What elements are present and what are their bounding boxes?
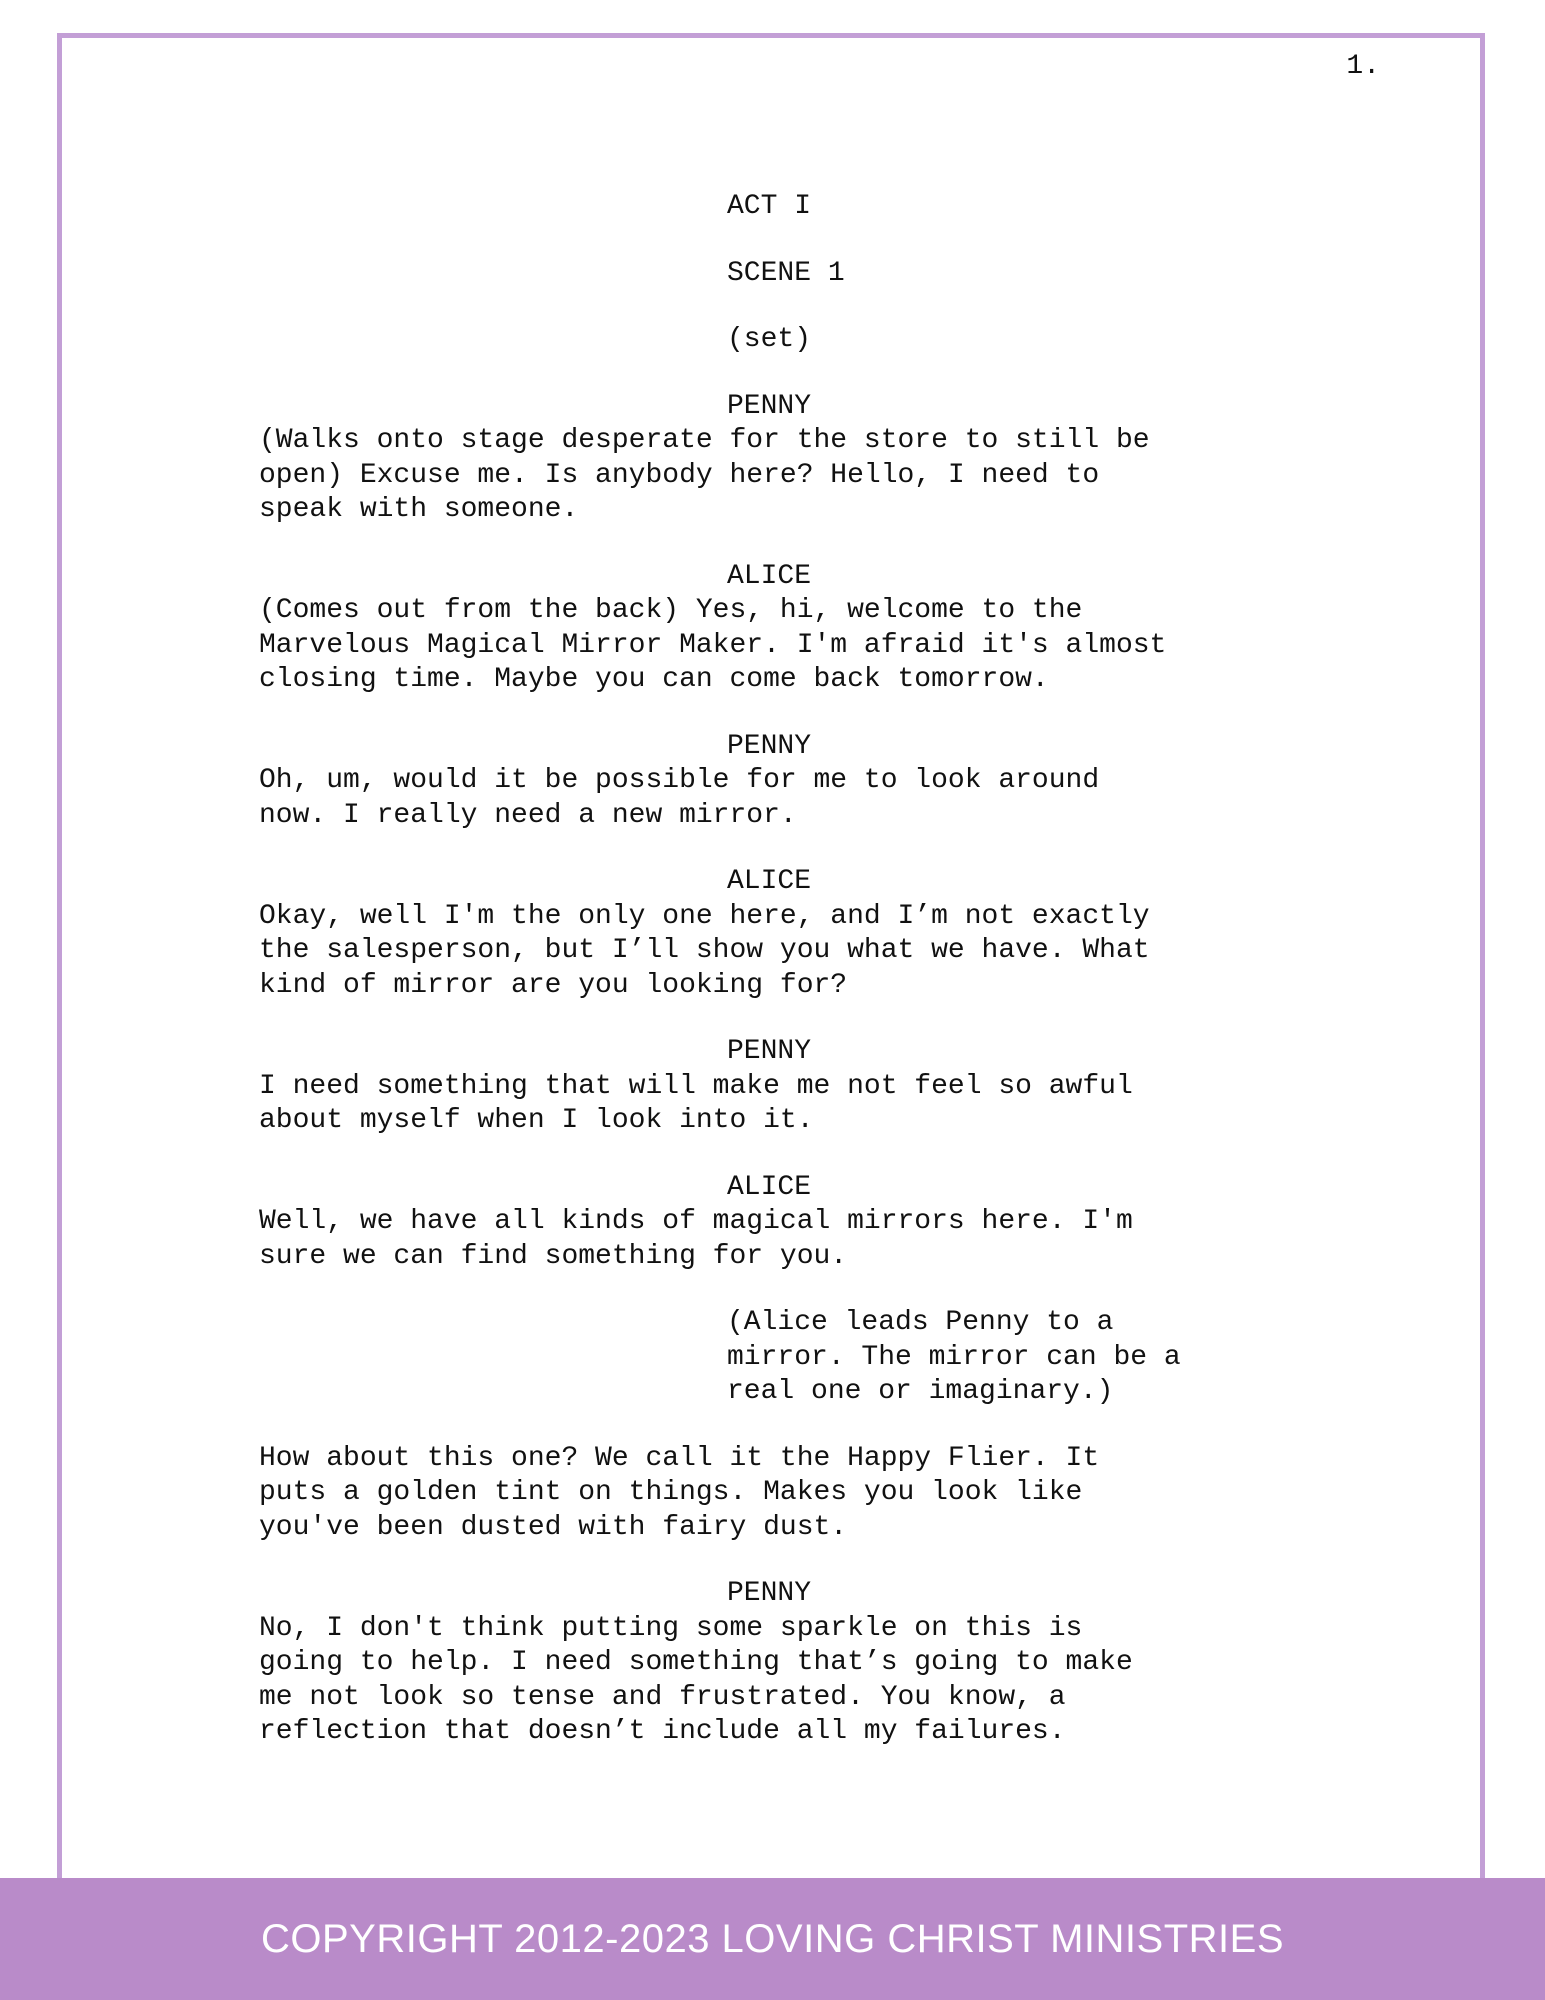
copyright-footer: [0, 1878, 1545, 2000]
character-name: PENNY: [727, 1036, 812, 1067]
dialogue: Okay, well I'm the only one here, and I’m not exactly the salesperson, but I’ll show you what we have. What kind of mirror are you looking for?: [259, 900, 1150, 1001]
copyright-text: COPYRIGHT 2012-2023 LOVING CHRIST MINISTRIES: [260, 1916, 1285, 1961]
dialogue: (Comes out from the back) Yes, hi, welcome to the Marvelous Magical Mirror Maker. I'm afraid it's almost closing time. Maybe you can come back tomorrow.: [259, 595, 1167, 695]
character-name: ALICE: [727, 560, 812, 592]
character-name: ALICE: [727, 866, 812, 897]
character-name: PENNY: [727, 390, 812, 422]
character-name: PENNY: [727, 1578, 812, 1609]
scene-heading: SCENE 1: [727, 257, 845, 289]
dialogue: No, I don't think putting some sparkle on this is going to help. I need something that’s going to make me not look so tense and frustrated. You know, a reflection that doesn’t include all my failures.: [259, 1612, 1133, 1747]
script-body: [259, 190, 1359, 1750]
dialogue: (Walks onto stage desperate for the store to still be open) Excuse me. Is anybody here? Hello, I need to speak with someone.: [259, 425, 1150, 525]
dialogue: Well, we have all kinds of magical mirrors here. I'm sure we can find something for you.: [259, 1206, 1133, 1272]
character-name: PENNY: [727, 730, 812, 762]
character-name: ALICE: [727, 1171, 812, 1203]
dialogue: I need something that will make me not feel so awful about myself when I look into it.: [259, 1070, 1133, 1136]
set-direction: (set): [727, 324, 812, 355]
dialogue: How about this one? We call it the Happy Flier. It puts a golden tint on things. Makes you look like you've been dusted with fairy dust.: [259, 1442, 1100, 1543]
stage-direction: (Alice leads Penny to a mirror. The mirror can be a real one or imaginary.): [727, 1307, 1181, 1407]
dialogue: Oh, um, would it be possible for me to look around now. I really need a new mirror.: [259, 765, 1100, 831]
page-number: 1.: [1346, 51, 1380, 82]
act-heading: ACT I: [727, 191, 812, 222]
